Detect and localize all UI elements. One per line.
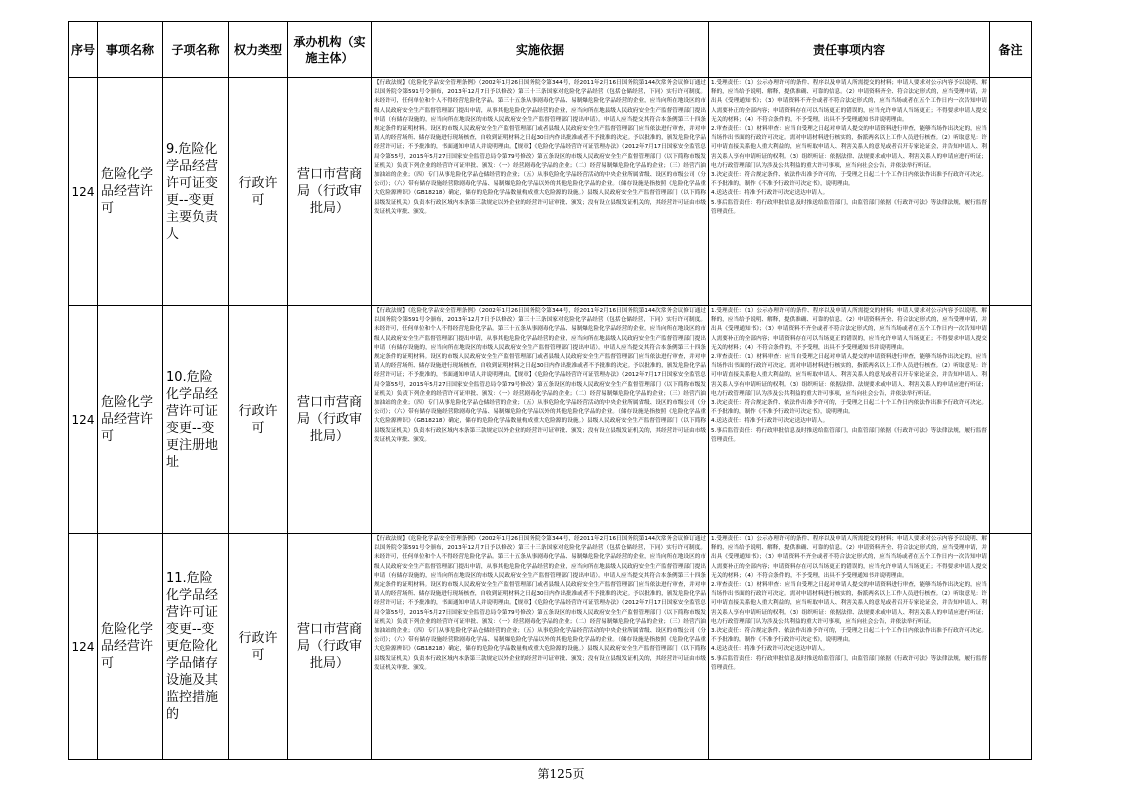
permission-table xyxy=(68,21,1032,760)
duty-accept: 1.受理责任：（1）公示办理许可的条件、程序以及申请人所需提交的材料；申请人要求对公示内容予以说明、解释的，应当给予说明、解释，提供准确、可靠的信息。（2）申请资料齐全、符合法定形式的，应当受理申请，并出具《受理通知书》；（3）申请资料不齐全或者不符合法定形式的，应当当场或者在五个工作日内一次告知申请人需要补正的全部内容；申请资料存在可以当场更正的错误的，应当允许申请人当场更正；不得要求申请人提交无关的材料；（4）不符合条件的，不予受理，出具不予受理通知书并说明理由。 xyxy=(711,308,987,351)
header-seq: 序号 xyxy=(69,22,98,78)
header-duty: 责任事项内容 xyxy=(709,22,990,78)
basis-cell xyxy=(372,306,709,534)
remark-cell xyxy=(990,534,1032,760)
page-number: 第125页 xyxy=(537,767,585,781)
org-cell: 营口市营商局（行政审批局） xyxy=(288,78,372,306)
basis-text: 【行政法规】《危险化学品安全管理条例》（2002年1月26日国务院令第344号，经2011年2月16日国务院第144次常务会议修订通过以国务院令第591号令颁布，2013年12月7日予以修改）第三十三条国家对危险化学品经营（包括仓储经营，下同）实行许可制度。未经许可，任何单位和个人不得经营危险化学品。第三十五条从事剧毒化学品、易制爆危险化学品经营的企业，应当向所在地设区的市级人民政府安全生产监督管理部门提出申请，从事其他危险化学品经营的企业，应当向所在地县级人民政府安全生产监督管理部门提出申请（有储存设施的，应当向所在地设区的市级人民政府安全生产监督管理部门提出申请）。申请人应当提交其符合本条例第三十四条规定条件的证明材料。设区的市级人民政府安全生产监督管理部门或者县级人民政府安全生产监督管理部门应当依法进行审查，并对申请人的经营场所、储存设施进行现场核查，自收到证明材料之日起30日内作出批准或者不予批准的决定。予以批准的，颁发危险化学品经营许可证；不予批准的，书面通知申请人并说明理由。【规章】《危险化学品经营许可证管理办法》（2012年7月17日国家安全监管总局令第55号，2015年5月27日国家安全监管总局令第79号修改）第五条设区的市级人民政府安全生产监督管理部门（以下简称市级发证机关）负责下列企业的经营许可证审批、颁发：（一）经营剧毒化学品的企业；（二）经营易制爆危险化学品的企业；（三）经营汽油加油站的企业；（四）专门从事危险化学品仓储经营的企业；（五）从事危险化学品经营活动的中央企业所属省级、设区的市级公司（分公司）；（六）带有储存设施经营除剧毒化学品、易制爆危险化学品以外的其他危险化学品的企业。（储存设施是指按照《危险化学品重大危险源辨识》（GB18218）确定，储存的危险化学品数量构成重大危险源的设施。）县级人民政府安全生产监督管理部门（以下简称县级发证机关）负责本行政区域内本条第三款规定以外企业的经营许可证审批、颁发；没有设立县级发证机关的，其经营许可证由市级发证机关审批、颁发。 xyxy=(374,308,706,443)
duty-cell xyxy=(709,534,990,760)
duty-delivery: 4.送达责任：将准予行政许可决定送达申请人。 xyxy=(711,190,829,197)
item-name-cell: 危险化学品经营许可 xyxy=(98,534,163,760)
duty-supervision: 5.事后监管责任：将行政审批信息及时推送给监管部门，由监管部门依据《行政许可法》等法律法规，履行监督管理责任。 xyxy=(711,427,987,443)
remark-cell xyxy=(990,306,1032,534)
duty-review: 2.审查责任：（1）材料审查：应当自受理之日起对申请人提交的申请资料进行审查，能够当场作出决定的，应当当场作出书面的行政许可决定。需对申请材料进行核实的，指派两名以上工作人员进行核查。（2）听取意见：许可申请直接关系他人重大利益的，应当听取申请人、利害关系人的意见或者召开专家论证会，并告知申请人、利害关系人享有申请听证的权利。（3）组织听证：依据法律、法规要求或申请人、利害关系人的申请应进行听证；电力行政管理部门认为涉及公共利益的重大许可事项，应当向社会公告，并依法举行听证。 xyxy=(711,126,987,169)
header-item-name: 事项名称 xyxy=(98,22,163,78)
sub-item-cell: 9.危险化学品经营许可证变更--变更主要负责人 xyxy=(163,78,229,306)
basis-cell xyxy=(372,534,709,760)
duty-decision: 3.决定责任：符合规定条件、依法作出准予许可的，于受理之日起二十个工作日内依法作出准予行政许可决定。不予批准的，制作《不准予行政许可决定书》，说明理由。 xyxy=(711,628,987,644)
duty-review: 2.审查责任：（1）材料审查：应当自受理之日起对申请人提交的申请资料进行审查，能够当场作出决定的，应当当场作出书面的行政许可决定。需对申请材料进行核实的，指派两名以上工作人员进行核查。（2）听取意见：许可申请直接关系他人重大利益的，应当听取申请人、利害关系人的意见或者召开专家论证会，并告知申请人、利害关系人享有申请听证的权利。（3）组织听证：依据法律、法规要求或申请人、利害关系人的申请应进行听证；电力行政管理部门认为涉及公共利益的重大许可事项，应当向社会公告，并依法举行听证。 xyxy=(711,582,987,625)
duty-accept: 1.受理责任：（1）公示办理许可的条件、程序以及申请人所需提交的材料；申请人要求对公示内容予以说明、解释的，应当给予说明、解释，提供准确、可靠的信息。（2）申请资料齐全、符合法定形式的，应当受理申请，并出具《受理通知书》；（3）申请资料不齐全或者不符合法定形式的，应当当场或者在五个工作日内一次告知申请人需要补正的全部内容；申请资料存在可以当场更正的错误的，应当允许申请人当场更正；不得要求申请人提交无关的材料；（4）不符合条件的，不予受理，出具不予受理通知书并说明理由。 xyxy=(711,80,987,123)
table-header-row xyxy=(69,22,1032,78)
seq-cell: 124 xyxy=(69,306,98,534)
duty-review: 2.审查责任：（1）材料审查：应当自受理之日起对申请人提交的申请资料进行审查，能够当场作出决定的，应当当场作出书面的行政许可决定。需对申请材料进行核实的，指派两名以上工作人员进行核查。（2）听取意见：许可申请直接关系他人重大利益的，应当听取申请人、利害关系人的意见或者召开专家论证会，并告知申请人、利害关系人享有申请听证的权利。（3）组织听证：依据法律、法规要求或申请人、利害关系人的申请应进行听证；电力行政管理部门认为涉及公共利益的重大许可事项，应当向社会公告，并依法举行听证。 xyxy=(711,354,987,397)
table-row xyxy=(69,306,1032,534)
power-type-cell: 行政许可 xyxy=(229,534,288,760)
basis-text: 【行政法规】《危险化学品安全管理条例》（2002年1月26日国务院令第344号，经2011年2月16日国务院第144次常务会议修订通过以国务院令第591号令颁布，2013年12月7日予以修改）第三十三条国家对危险化学品经营（包括仓储经营，下同）实行许可制度。未经许可，任何单位和个人不得经营危险化学品。第三十五条从事剧毒化学品、易制爆危险化学品经营的企业，应当向所在地设区的市级人民政府安全生产监督管理部门提出申请，从事其他危险化学品经营的企业，应当向所在地县级人民政府安全生产监督管理部门提出申请（有储存设施的，应当向所在地设区的市级人民政府安全生产监督管理部门提出申请）。申请人应当提交其符合本条例第三十四条规定条件的证明材料。设区的市级人民政府安全生产监督管理部门或者县级人民政府安全生产监督管理部门应当依法进行审查，并对申请人的经营场所、储存设施进行现场核查，自收到证明材料之日起30日内作出批准或者不予批准的决定。予以批准的，颁发危险化学品经营许可证；不予批准的，书面通知申请人并说明理由。【规章】《危险化学品经营许可证管理办法》（2012年7月17日国家安全监管总局令第55号，2015年5月27日国家安全监管总局令第79号修改）第五条设区的市级人民政府安全生产监督管理部门（以下简称市级发证机关）负责下列企业的经营许可证审批、颁发：（一）经营剧毒化学品的企业；（二）经营易制爆危险化学品的企业；（三）经营汽油加油站的企业；（四）专门从事危险化学品仓储经营的企业；（五）从事危险化学品经营活动的中央企业所属省级、设区的市级公司（分公司）；（六）带有储存设施经营除剧毒化学品、易制爆危险化学品以外的其他危险化学品的企业。（储存设施是指按照《危险化学品重大危险源辨识》（GB18218）确定，储存的危险化学品数量构成重大危险源的设施。）县级人民政府安全生产监督管理部门（以下简称县级发证机关）负责本行政区域内本条第三款规定以外企业的经营许可证审批、颁发；没有设立县级发证机关的，其经营许可证由市级发证机关审批、颁发。 xyxy=(374,536,706,671)
duty-delivery: 4.送达责任：将准予行政许可决定送达申请人。 xyxy=(711,646,829,653)
remark-cell xyxy=(990,78,1032,306)
duty-decision: 3.决定责任：符合规定条件、依法作出准予许可的，于受理之日起二十个工作日内依法作出准予行政许可决定。不予批准的，制作《不准予行政许可决定书》，说明理由。 xyxy=(711,400,987,416)
sub-item-cell: 10.危险化学品经营许可证变更--变更注册地址 xyxy=(163,306,229,534)
basis-cell xyxy=(372,78,709,306)
sub-item-cell: 11.危险化学品经营许可证变更--变更危险化学品储存设施及其监控措施的 xyxy=(163,534,229,760)
duty-supervision: 5.事后监管责任：将行政审批信息及时推送给监管部门，由监管部门依据《行政许可法》等法律法规，履行监督管理责任。 xyxy=(711,199,987,215)
org-cell: 营口市营商局（行政审批局） xyxy=(288,306,372,534)
seq-cell: 124 xyxy=(69,534,98,760)
permission-table-sheet xyxy=(68,21,1031,756)
header-power-type: 权力类型 xyxy=(229,22,288,78)
power-type-cell: 行政许可 xyxy=(229,306,288,534)
duty-decision: 3.决定责任：符合规定条件、依法作出准予许可的，于受理之日起二十个工作日内依法作出准予行政许可决定。不予批准的，制作《不准予行政许可决定书》，说明理由。 xyxy=(711,172,987,188)
header-org: 承办机构（实施主体） xyxy=(288,22,372,78)
duty-cell xyxy=(709,306,990,534)
header-remark: 备注 xyxy=(990,22,1032,78)
item-name-cell: 危险化学品经营许可 xyxy=(98,306,163,534)
seq-cell: 124 xyxy=(69,78,98,306)
item-name-cell: 危险化学品经营许可 xyxy=(98,78,163,306)
table-row xyxy=(69,534,1032,760)
power-type-cell: 行政许可 xyxy=(229,78,288,306)
org-cell: 营口市营商局（行政审批局） xyxy=(288,534,372,760)
header-basis: 实施依据 xyxy=(372,22,709,78)
table-row xyxy=(69,78,1032,306)
header-sub-item-name: 子项名称 xyxy=(163,22,229,78)
basis-text: 【行政法规】《危险化学品安全管理条例》（2002年1月26日国务院令第344号，经2011年2月16日国务院第144次常务会议修订通过以国务院令第591号令颁布，2013年12月7日予以修改）第三十三条国家对危险化学品经营（包括仓储经营，下同）实行许可制度。未经许可，任何单位和个人不得经营危险化学品。第三十五条从事剧毒化学品、易制爆危险化学品经营的企业，应当向所在地设区的市级人民政府安全生产监督管理部门提出申请，从事其他危险化学品经营的企业，应当向所在地县级人民政府安全生产监督管理部门提出申请（有储存设施的，应当向所在地设区的市级人民政府安全生产监督管理部门提出申请）。申请人应当提交其符合本条例第三十四条规定条件的证明材料。设区的市级人民政府安全生产监督管理部门或者县级人民政府安全生产监督管理部门应当依法进行审查，并对申请人的经营场所、储存设施进行现场核查，自收到证明材料之日起30日内作出批准或者不予批准的决定。予以批准的，颁发危险化学品经营许可证；不予批准的，书面通知申请人并说明理由。【规章】《危险化学品经营许可证管理办法》（2012年7月17日国家安全监管总局令第55号，2015年5月27日国家安全监管总局令第79号修改）第五条设区的市级人民政府安全生产监督管理部门（以下简称市级发证机关）负责下列企业的经营许可证审批、颁发：（一）经营剧毒化学品的企业；（二）经营易制爆危险化学品的企业；（三）经营汽油加油站的企业；（四）专门从事危险化学品仓储经营的企业；（五）从事危险化学品经营活动的中央企业所属省级、设区的市级公司（分公司）；（六）带有储存设施经营除剧毒化学品、易制爆危险化学品以外的其他危险化学品的企业。（储存设施是指按照《危险化学品重大危险源辨识》（GB18218）确定，储存的危险化学品数量构成重大危险源的设施。）县级人民政府安全生产监督管理部门（以下简称县级发证机关）负责本行政区域内本条第三款规定以外企业的经营许可证审批、颁发；没有设立县级发证机关的，其经营许可证由市级发证机关审批、颁发。 xyxy=(374,80,706,215)
duty-cell xyxy=(709,78,990,306)
duty-accept: 1.受理责任：（1）公示办理许可的条件、程序以及申请人所需提交的材料；申请人要求对公示内容予以说明、解释的，应当给予说明、解释，提供准确、可靠的信息。（2）申请资料齐全、符合法定形式的，应当受理申请，并出具《受理通知书》；（3）申请资料不齐全或者不符合法定形式的，应当当场或者在五个工作日内一次告知申请人需要补正的全部内容；申请资料存在可以当场更正的错误的，应当允许申请人当场更正；不得要求申请人提交无关的材料；（4）不符合条件的，不予受理，出具不予受理通知书并说明理由。 xyxy=(711,536,987,579)
duty-supervision: 5.事后监管责任：将行政审批信息及时推送给监管部门，由监管部门依据《行政许可法》等法律法规，履行监督管理责任。 xyxy=(711,655,987,671)
duty-delivery: 4.送达责任：将准予行政许可决定送达申请人。 xyxy=(711,418,829,425)
